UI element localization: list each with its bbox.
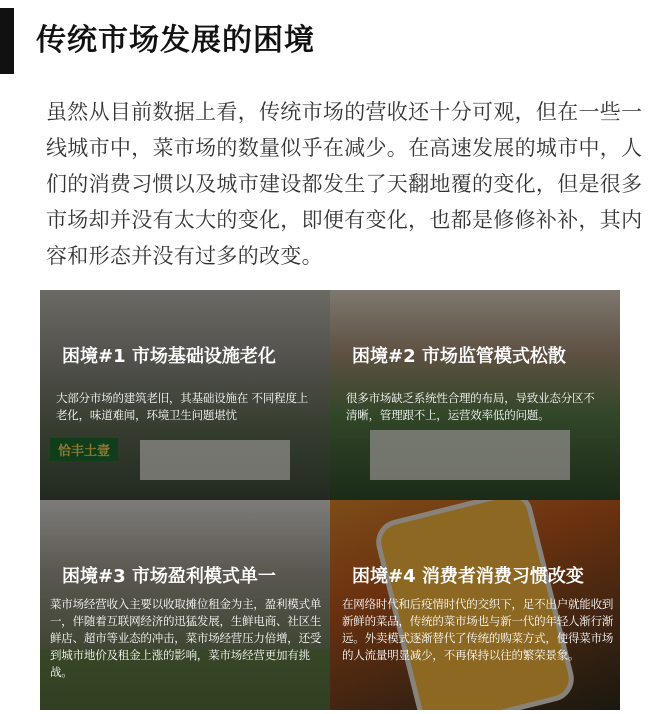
page-title: 传统市场发展的困境	[36, 23, 315, 58]
dilemma-card-management	[330, 290, 620, 500]
stall-sign: 恰丰土壹	[50, 438, 118, 461]
card-heading: 困境#3 市场盈利模式单一	[62, 566, 276, 587]
dilemma-card-infrastructure	[40, 290, 330, 500]
card-heading: 困境#2 市场监管模式松散	[352, 346, 566, 367]
title-accent-bar	[0, 8, 14, 74]
dilemma-card-consumer-habits	[330, 500, 620, 710]
dilemma-card-profit-model	[40, 500, 330, 710]
card-heading: 困境#4 消费者消费习惯改变	[352, 566, 584, 587]
card-body: 大部分市场的建筑老旧，其基础设施在 不同程度上老化，味道难闻，环境卫生问题堪忧	[56, 391, 309, 422]
card-body: 很多市场缺乏系统性合理的布局，导致业态分区不清晰，管理跟不上，运营效率低的问题。	[346, 391, 595, 422]
card-body: 菜市场经营收入主要以收取摊位租金为主，盈利模式单一，伴随着互联网经济的迅猛发展，生鲜电商、社区生鲜店、超市等业态的冲击，菜市场经营压力倍增，还受到城市地价及租金上涨的影响，菜市场经营更加有挑战。	[50, 597, 322, 679]
dilemma-grid	[40, 290, 620, 710]
card-heading: 困境#1 市场基础设施老化	[62, 346, 276, 367]
intro-paragraph: 虽然从目前数据上看，传统市场的营收还十分可观，但在一些一线城市中，菜市场的数量似乎在减少。在高速发展的城市中，人们的消费习惯以及城市建设都发生了天翻地覆的变化，但是很多市场却并没有太大的变化，即便有变化，也都是修修补补，其内容和形态并没有过多的改变。	[46, 100, 643, 268]
card-body: 在网络时代和后疫情时代的交织下，足不出户就能收到新鲜的菜品，传统的菜市场也与新一代的年轻人渐行渐远。外卖模式逐渐替代了传统的购菜方式，使得菜市场的人流量明显减少，不再保持以往的繁荣景象。	[342, 597, 614, 662]
